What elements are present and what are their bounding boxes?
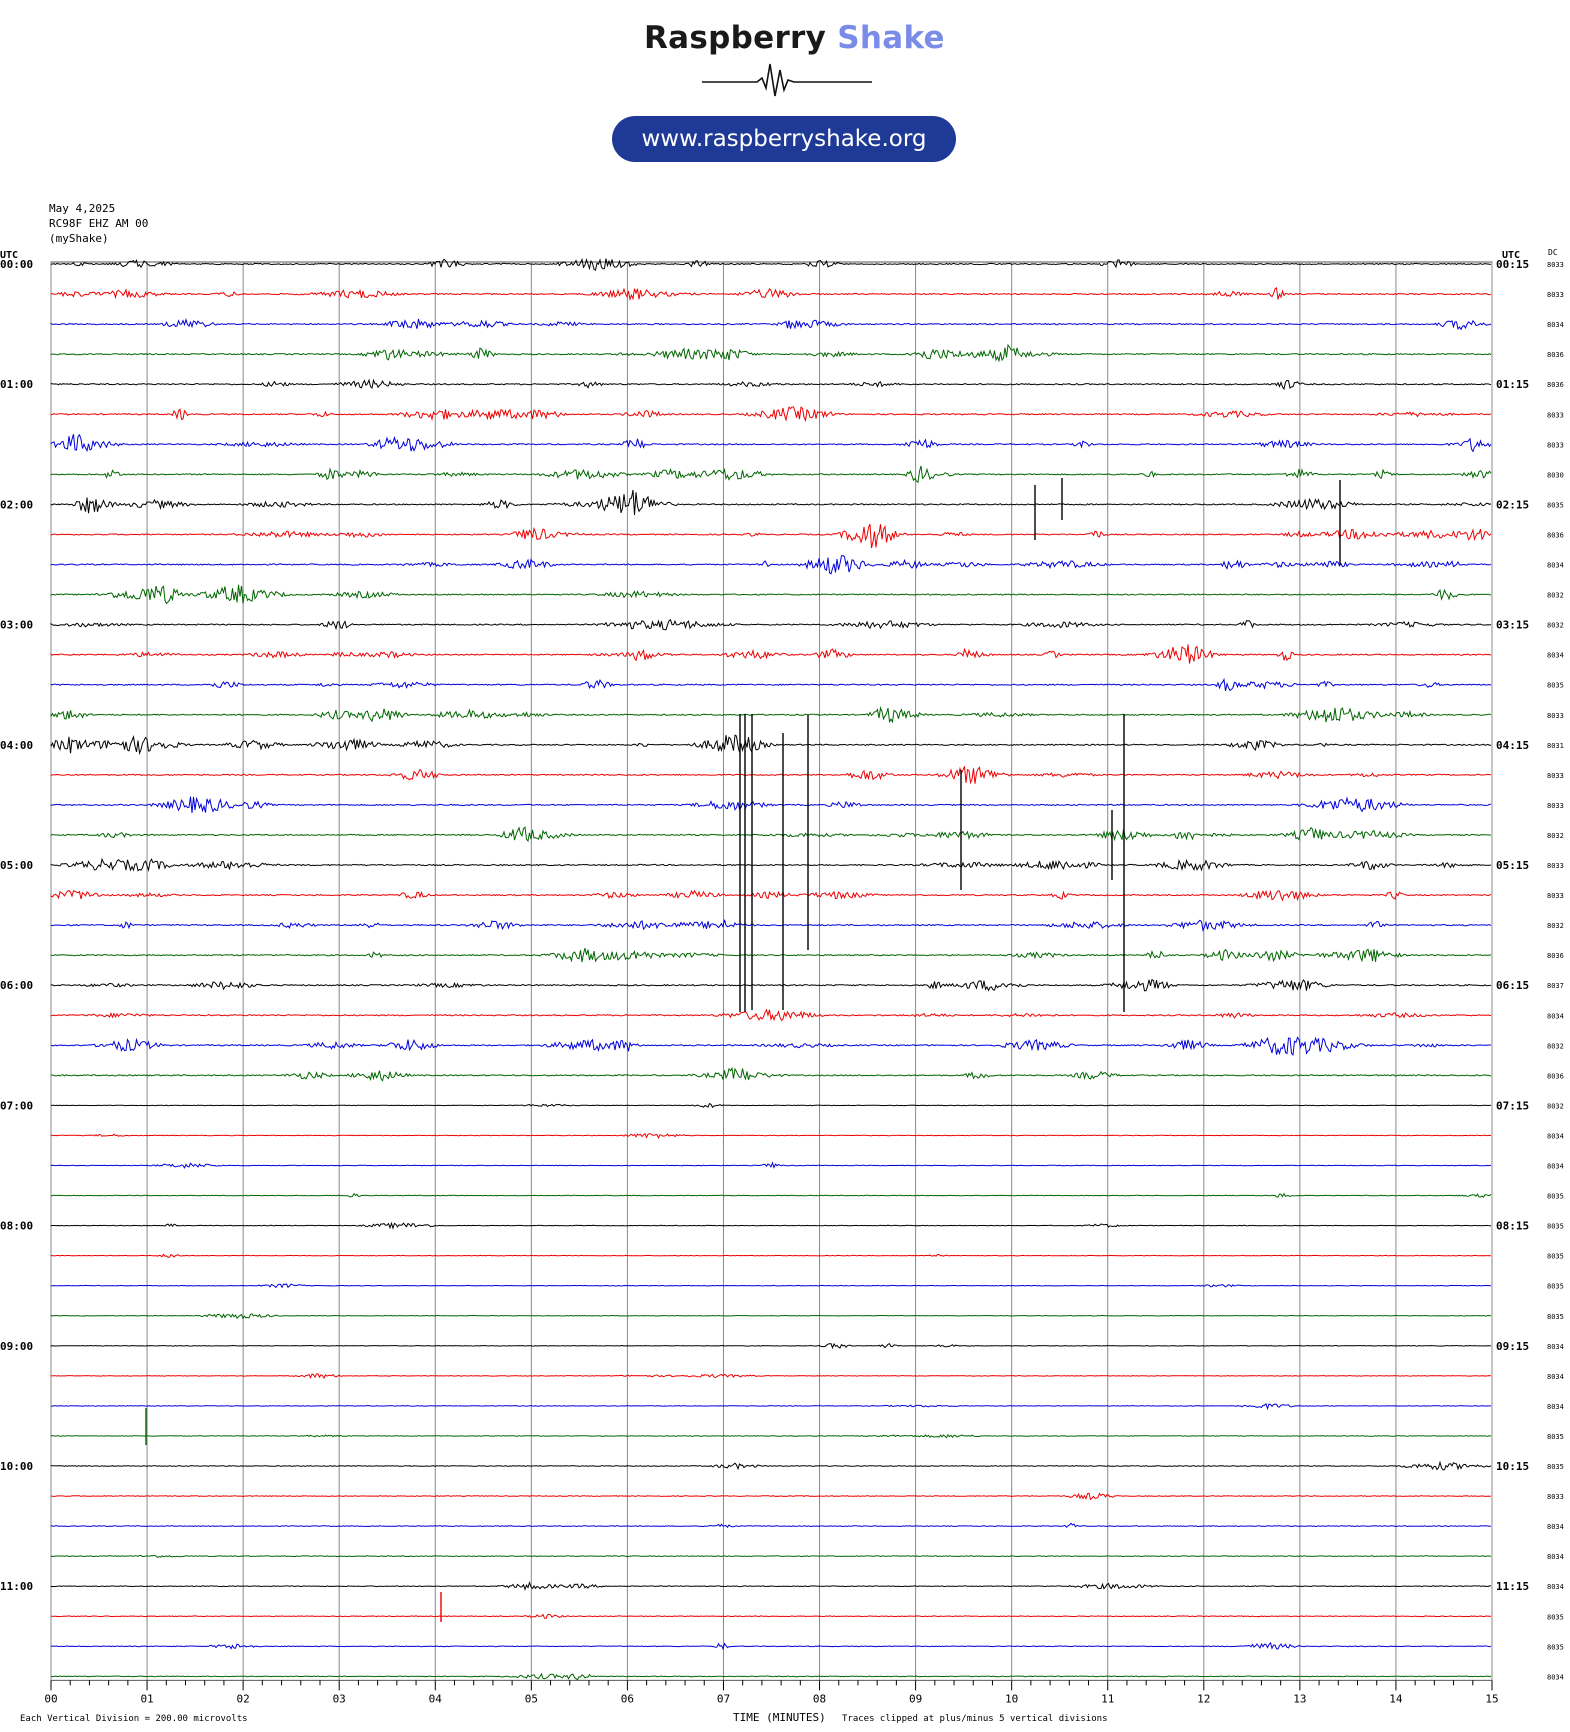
trace-line bbox=[51, 1435, 1491, 1438]
trace-line bbox=[51, 1493, 1491, 1499]
hour-label-left: 01:00 bbox=[0, 378, 34, 392]
dc-value: 8036 bbox=[1547, 1072, 1564, 1081]
hour-label-left: 08:00 bbox=[0, 1219, 34, 1233]
trace-line bbox=[51, 319, 1491, 329]
dc-value: 8033 bbox=[1547, 771, 1564, 780]
hour-label-right: 06:15 bbox=[1496, 979, 1530, 993]
dc-value: 8036 bbox=[1547, 531, 1564, 540]
x-tick-label: 05 bbox=[524, 1692, 538, 1706]
dc-value: 8034 bbox=[1547, 1132, 1564, 1141]
x-tick-label: 02 bbox=[236, 1692, 250, 1706]
header-date: May 4,2025 bbox=[49, 202, 116, 215]
dc-value: 8037 bbox=[1547, 982, 1564, 991]
x-tick-label: 00 bbox=[44, 1692, 58, 1706]
dc-value: 8034 bbox=[1547, 1553, 1564, 1562]
hour-label-left: 04:00 bbox=[0, 738, 34, 752]
x-tick-label: 09 bbox=[908, 1692, 923, 1706]
trace-line bbox=[51, 1314, 1491, 1319]
trace-line bbox=[51, 827, 1491, 841]
dc-value: 8032 bbox=[1547, 1102, 1564, 1111]
dc-value: 8035 bbox=[1547, 1613, 1564, 1622]
right-axis-label: UTC bbox=[1502, 250, 1521, 261]
x-axis-title: TIME (MINUTES) bbox=[733, 1711, 826, 1724]
trace-line bbox=[51, 380, 1491, 389]
dc-value: 8032 bbox=[1547, 831, 1564, 840]
trace-line bbox=[51, 1284, 1491, 1287]
dc-value: 8035 bbox=[1547, 1643, 1564, 1652]
hour-label-left: 02:00 bbox=[0, 498, 34, 512]
trace-line bbox=[51, 766, 1491, 783]
trace-line bbox=[51, 859, 1491, 870]
dc-value: 8034 bbox=[1547, 1673, 1564, 1682]
trace-line bbox=[51, 644, 1491, 663]
dc-value: 8034 bbox=[1547, 561, 1564, 570]
hour-label-right: 00:15 bbox=[1496, 258, 1530, 271]
dc-value: 8032 bbox=[1547, 621, 1564, 630]
hour-label-left: 00:00 bbox=[0, 258, 34, 271]
x-tick-label: 15 bbox=[1485, 1692, 1499, 1706]
hour-label-left: 09:00 bbox=[0, 1339, 34, 1353]
dc-value: 8033 bbox=[1547, 261, 1564, 269]
hour-label-left: 11:00 bbox=[0, 1580, 34, 1594]
trace-line bbox=[51, 948, 1491, 962]
dc-value: 8034 bbox=[1547, 1523, 1564, 1532]
trace-line bbox=[51, 1523, 1491, 1527]
x-tick-label: 14 bbox=[1389, 1692, 1403, 1706]
trace-line bbox=[51, 980, 1491, 991]
hour-label-right: 01:15 bbox=[1496, 378, 1530, 392]
x-tick-label: 08 bbox=[812, 1692, 827, 1706]
trace-line bbox=[51, 1643, 1491, 1649]
dc-value: 8035 bbox=[1547, 681, 1564, 690]
dc-value: 8035 bbox=[1547, 1282, 1564, 1291]
dc-value: 8034 bbox=[1547, 1583, 1564, 1592]
dc-value: 8033 bbox=[1547, 1493, 1564, 1502]
dc-value: 8033 bbox=[1547, 892, 1564, 901]
logo-word-raspberry: Raspberry bbox=[644, 20, 827, 56]
dc-value: 8035 bbox=[1547, 1463, 1564, 1471]
dc-value: 8034 bbox=[1547, 1372, 1564, 1381]
trace-line bbox=[51, 1010, 1491, 1021]
dc-value: 8034 bbox=[1547, 1162, 1564, 1171]
hour-label-left: 10:00 bbox=[0, 1460, 34, 1473]
x-tick-label: 01 bbox=[140, 1692, 154, 1706]
hour-label-right: 04:15 bbox=[1496, 738, 1530, 752]
clip-note: Traces clipped at plus/minus 5 vertical divisions bbox=[842, 1714, 1108, 1724]
dc-value: 8036 bbox=[1547, 952, 1564, 961]
trace-line bbox=[51, 1614, 1491, 1618]
hour-label-right: 10:15 bbox=[1496, 1460, 1530, 1473]
x-tick-label: 03 bbox=[332, 1692, 346, 1706]
trace-line bbox=[51, 259, 1491, 271]
dc-value: 8035 bbox=[1547, 1252, 1564, 1261]
trace-line bbox=[51, 1462, 1491, 1469]
dc-value: 8034 bbox=[1547, 1012, 1564, 1021]
hour-label-right: 05:15 bbox=[1496, 859, 1530, 872]
trace-line bbox=[51, 434, 1491, 451]
trace-line bbox=[51, 708, 1491, 722]
x-tick-label: 07 bbox=[716, 1692, 731, 1706]
trace-line bbox=[51, 920, 1491, 931]
dc-value: 8034 bbox=[1547, 1402, 1564, 1411]
dc-value: 8033 bbox=[1547, 291, 1564, 300]
logo-word-shake: Shake bbox=[837, 20, 945, 56]
trace-line bbox=[51, 1583, 1491, 1590]
dc-value: 8036 bbox=[1547, 381, 1564, 390]
dc-value: 8031 bbox=[1547, 741, 1564, 750]
hour-label-left: 07:00 bbox=[0, 1099, 34, 1113]
trace-line bbox=[51, 735, 1491, 753]
header-station: RC98F EHZ AM 00 bbox=[49, 217, 149, 230]
hour-label-right: 02:15 bbox=[1496, 498, 1530, 512]
trace-line bbox=[51, 1037, 1491, 1055]
trace-line bbox=[51, 1404, 1491, 1409]
trace-line bbox=[51, 680, 1491, 691]
website-url-badge[interactable]: www.raspberryshake.org bbox=[612, 116, 956, 162]
trace-line bbox=[51, 407, 1491, 420]
x-tick-label: 06 bbox=[620, 1692, 635, 1706]
dc-value: 8032 bbox=[1547, 591, 1564, 600]
dc-value: 8035 bbox=[1547, 1222, 1564, 1231]
dc-value: 8034 bbox=[1547, 651, 1564, 660]
hour-label-left: 05:00 bbox=[0, 859, 34, 872]
dc-value: 8030 bbox=[1547, 471, 1564, 480]
hour-label-left: 03:00 bbox=[0, 618, 34, 632]
dc-value: 8033 bbox=[1547, 801, 1564, 810]
hour-label-right: 07:15 bbox=[1496, 1099, 1530, 1113]
hour-label-right: 03:15 bbox=[1496, 618, 1530, 632]
trace-line bbox=[51, 1555, 1491, 1557]
hour-label-right: 09:15 bbox=[1496, 1339, 1530, 1353]
dc-value: 8035 bbox=[1547, 1312, 1564, 1321]
trace-line bbox=[51, 1134, 1491, 1138]
trace-line bbox=[51, 556, 1491, 574]
trace-line bbox=[51, 1223, 1491, 1228]
trace-line bbox=[51, 490, 1491, 515]
dc-value: 8033 bbox=[1547, 711, 1564, 720]
header-network: (myShake) bbox=[49, 232, 109, 245]
dc-value: 8035 bbox=[1547, 1192, 1564, 1201]
trace-line bbox=[51, 466, 1491, 482]
trace-line bbox=[51, 891, 1491, 901]
trace-line bbox=[51, 1374, 1491, 1378]
x-tick-label: 13 bbox=[1293, 1692, 1307, 1706]
trace-line bbox=[51, 1068, 1491, 1081]
dc-value: 8034 bbox=[1547, 1342, 1564, 1351]
x-tick-label: 12 bbox=[1197, 1692, 1211, 1706]
trace-line bbox=[51, 797, 1491, 813]
trace-line bbox=[51, 345, 1491, 361]
trace-line bbox=[51, 1194, 1491, 1198]
dc-value: 8032 bbox=[1547, 1042, 1564, 1051]
scale-note: Each Vertical Division = 200.00 microvolts bbox=[20, 1714, 248, 1724]
trace-line bbox=[51, 524, 1491, 548]
hour-label-left: 06:00 bbox=[0, 979, 34, 993]
trace-line bbox=[51, 1344, 1491, 1348]
trace-line bbox=[51, 1163, 1491, 1168]
dc-value: 8035 bbox=[1547, 1432, 1564, 1441]
x-tick-label: 11 bbox=[1101, 1692, 1115, 1706]
x-tick-label: 04 bbox=[428, 1692, 442, 1706]
left-axis-label: UTC bbox=[0, 250, 19, 261]
trace-line bbox=[51, 620, 1491, 630]
dc-value: 8033 bbox=[1547, 441, 1564, 450]
dc-label: DC bbox=[1548, 248, 1558, 257]
hour-label-right: 11:15 bbox=[1496, 1580, 1530, 1594]
trace-line bbox=[51, 1254, 1491, 1257]
trace-line bbox=[51, 1104, 1491, 1108]
hour-label-right: 08:15 bbox=[1496, 1219, 1530, 1233]
dc-value: 8034 bbox=[1547, 321, 1564, 330]
x-tick-label: 10 bbox=[1005, 1692, 1019, 1706]
trace-line bbox=[51, 1674, 1491, 1680]
dc-value: 8033 bbox=[1547, 411, 1564, 420]
trace-line bbox=[51, 288, 1491, 300]
dc-value: 8035 bbox=[1547, 501, 1564, 510]
dc-value: 8036 bbox=[1547, 351, 1564, 360]
dc-value: 8032 bbox=[1547, 922, 1564, 931]
dc-value: 8033 bbox=[1547, 862, 1564, 870]
trace-line bbox=[51, 585, 1491, 604]
